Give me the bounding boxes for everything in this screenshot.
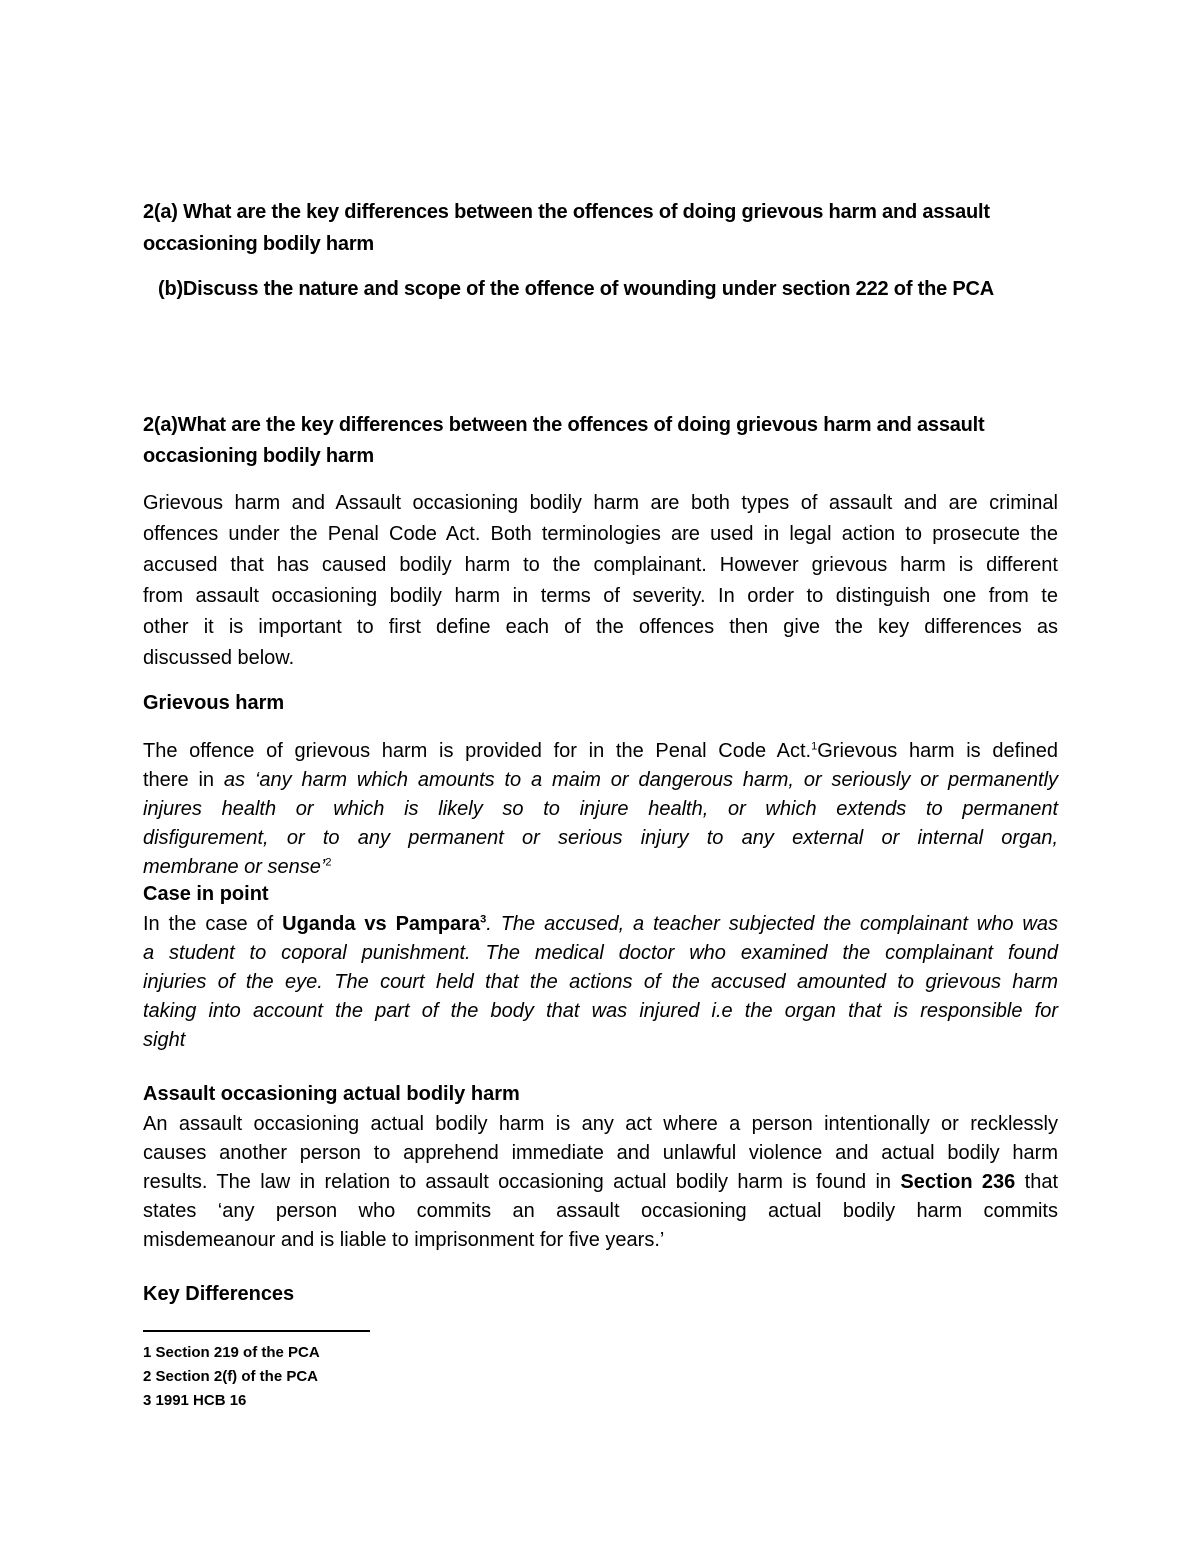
grievous-text: Grievous harm is defined	[817, 740, 1058, 762]
case-line: a student to coporal punishment. The medical doctor who examined the complainant found	[143, 942, 1058, 964]
footnote-ref: 2	[325, 856, 332, 869]
grievous-text: The offence of grievous harm is provided for in the Penal Code Act.	[143, 740, 812, 762]
question-2a-line1: 2(a) What are the key differences between the offences of doing grievous harm and assault	[143, 201, 990, 223]
answer-heading-line2: occasioning bodily harm	[143, 445, 374, 467]
footnote-2: 2 Section 2(f) of the PCA	[143, 1368, 319, 1385]
aoabh-text: that	[1015, 1171, 1059, 1193]
aoabh-paragraph	[143, 1110, 1058, 1255]
question-2a-line2: occasioning bodily harm	[143, 233, 374, 255]
intro-line: offences under the Penal Code Act. Both terminologies are used in legal action to prosecute the	[143, 523, 1058, 545]
footnote-ref: 3	[480, 913, 487, 926]
footnote-separator	[143, 1330, 370, 1332]
aoabh-heading: Assault occasioning actual bodily harm	[143, 1083, 520, 1105]
grievous-quote: as ‘any harm which amounts to a maim or dangerous harm, or seriously or permanently	[223, 769, 1059, 791]
intro-line: Grievous harm and Assault occasioning bodily harm are both types of assault and are criminal	[143, 492, 1058, 514]
aoabh-line: misdemeanour and is liable to imprisonment for five years.’	[143, 1229, 665, 1251]
aoabh-text: results. The law in relation to assault occasioning actual bodily harm is found in	[143, 1171, 901, 1193]
aoabh-line: An assault occasioning actual bodily harm is any act where a person intentionally or recklessly	[143, 1113, 1058, 1135]
case-paragraph	[143, 910, 1058, 1055]
case-line: taking into account the part of the body that was injured i.e the organ that is responsible for	[143, 1000, 1058, 1022]
intro-paragraph	[143, 488, 1058, 674]
grievous-harm-heading: Grievous harm	[143, 692, 285, 714]
case-text: . The accused, a teacher subjected the complainant who was	[486, 913, 1058, 935]
answer-heading-line1: 2(a)What are the key differences between the offences of doing grievous harm and assault	[143, 414, 985, 436]
footnote-1: 1 Section 219 of the PCA	[143, 1344, 320, 1361]
case-line: sight	[143, 1029, 186, 1051]
intro-line: accused that has caused bodily harm to the complainant. However grievous harm is different	[143, 554, 1058, 576]
grievous-text: there in	[143, 769, 224, 791]
intro-line: discussed below.	[143, 647, 295, 669]
grievous-quote-line: injures health or which is likely so to injure health, or which extends to permanent	[143, 798, 1058, 820]
grievous-quote-line: membrane or sense’	[143, 856, 326, 878]
grievous-quote-line: disfigurement, or to any permanent or serious injury to any external or internal organ,	[143, 827, 1058, 849]
case-text: In the case of	[143, 913, 283, 935]
aoabh-line: causes another person to apprehend immediate and unlawful violence and actual bodily harm	[143, 1142, 1058, 1164]
footnote-ref: 1	[811, 740, 818, 753]
footnote-3: 3 1991 HCB 16	[143, 1392, 247, 1409]
question-2b: (b)Discuss the nature and scope of the offence of wounding under section 222 of the PCA	[158, 278, 995, 300]
section-236: Section 236	[900, 1171, 1016, 1193]
case-line: injuries of the eye. The court held that the actions of the accused amounted to grievous harm	[143, 971, 1058, 993]
intro-line: other it is important to first define each of the offences then give the key differences as	[143, 616, 1058, 638]
grievous-harm-paragraph	[143, 737, 1058, 882]
key-differences-heading: Key Differences	[143, 1283, 295, 1305]
case-in-point-heading: Case in point	[143, 883, 269, 905]
aoabh-line: states ‘any person who commits an assault occasioning actual bodily harm commits	[143, 1200, 1058, 1222]
intro-line: from assault occasioning bodily harm in terms of severity. In order to distinguish one from te	[143, 585, 1058, 607]
case-name: Uganda vs Pampara	[282, 913, 481, 935]
